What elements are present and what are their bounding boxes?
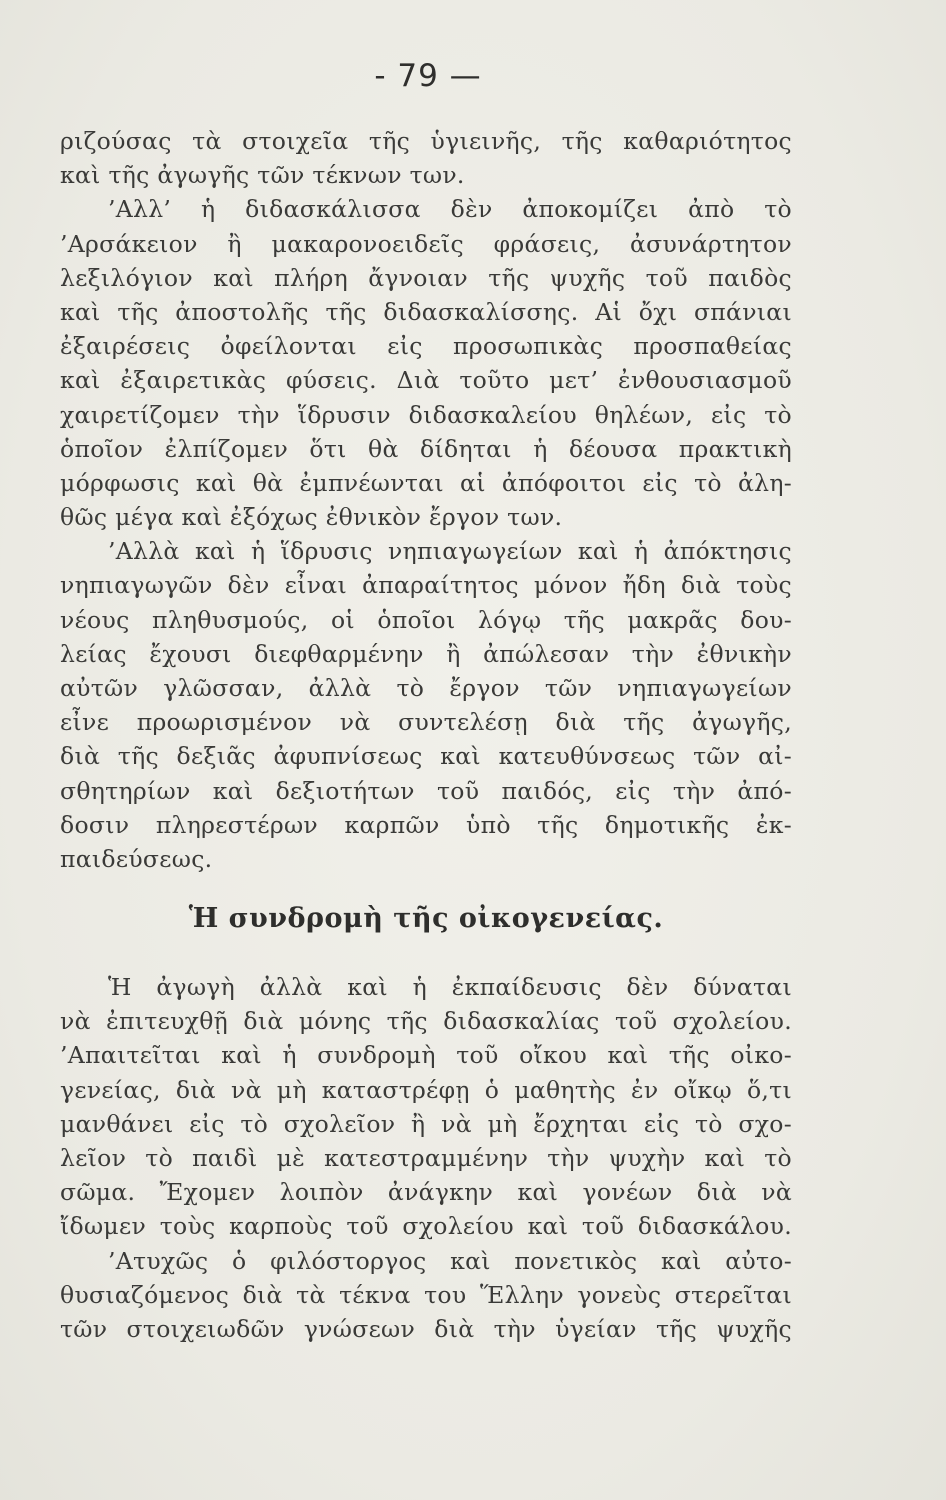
text-line: χαιρετίζομεν τὴν ἵδρυσιν διδασκαλείου θηλέων, εἰς τὸ	[60, 400, 792, 429]
text-line: σθητηρίων καὶ δεξιοτήτων τοῦ παιδός, εἰς τὴν ἀπό-	[60, 776, 792, 805]
text-line: θῶς μέγα καὶ ἐξόχως ἐθνικὸν ἔργον των.	[60, 503, 563, 532]
text-line: ’Απαιτεῖται καὶ ἡ συνδρομὴ τοῦ οἴκου καὶ τῆς οἰκο-	[60, 1041, 792, 1070]
page-number: - 79 —	[374, 58, 482, 94]
text-line: ἴδωμεν τοὺς καρποὺς τοῦ σχολείου καὶ τοῦ διδασκάλου.	[60, 1212, 792, 1241]
text-line: εἶνε προωρισμένον νὰ συντελέσῃ διὰ τῆς ἀγωγῆς,	[60, 708, 792, 737]
text-line: λείας ἔχουσι διεφθαρμένην ἢ ἀπώλεσαν τὴν ἐθνικὴν	[60, 639, 792, 668]
text-line: ἐξαιρέσεις ὀφείλονται εἰς προσωπικὰς προσπαθείας	[60, 332, 792, 361]
text-line: διὰ τῆς δεξιᾶς ἀφυπνίσεως καὶ κατευθύνσεως τῶν αἰ-	[60, 742, 792, 771]
text-line: παιδεύσεως.	[60, 844, 213, 873]
text-line: καὶ τῆς ἀγωγῆς τῶν τέκνων των.	[60, 161, 465, 190]
text-line: λεξιλόγιον καὶ πλήρη ἄγνοιαν τῆς ψυχῆς τοῦ παιδὸς	[60, 263, 792, 292]
section-2-text	[60, 970, 792, 1346]
section-1-text	[60, 124, 792, 876]
text-line: αὐτῶν γλῶσσαν, ἀλλὰ τὸ ἔργον τῶν νηπιαγωγείων	[60, 674, 792, 702]
text-line: καὶ τῆς ἀποστολῆς τῆς διδασκαλίσσης. Αἱ ὄχι σπάνιαι	[60, 297, 792, 326]
text-line: ’Αρσάκειον ἢ μακαρονοειδεῖς φράσεις, ἀσυνάρτητον	[60, 229, 792, 258]
text-line: δοσιν πληρεστέρων καρπῶν ὑπὸ τῆς δημοτικῆς ἐκ-	[60, 810, 792, 839]
text-line: θυσιαζόμενος διὰ τὰ τέκνα του Ἕλλην γονεὺς στερεῖται	[60, 1280, 792, 1309]
text-line: λεῖον τὸ παιδὶ μὲ κατεστραμμένην τὴν ψυχὴν καὶ τὸ	[60, 1143, 792, 1172]
text-line: ’Αλλὰ καὶ ἡ ἵδρυσις νηπιαγωγείων καὶ ἡ ἀπόκτησις	[108, 537, 792, 566]
text-line: ὁποῖον ἐλπίζομεν ὅτι θὰ δίδηται ἡ δέουσα πρακτικὴ	[60, 434, 792, 463]
text-line: ’Ατυχῶς ὁ φιλόστοργος καὶ πονετικὸς καὶ αὐτο-	[108, 1246, 792, 1275]
section-heading: Ἡ συνδρομὴ τῆς οἰκογενείας.	[188, 903, 664, 934]
text-line: μόρφωσις καὶ θὰ ἐμπνέωνται αἱ ἀπόφοιτοι εἰς τὸ ἀλη-	[60, 468, 792, 497]
text-line: νηπιαγωγῶν δὲν εἶναι ἀπαραίτητος μόνον ἤδη διὰ τοὺς	[60, 571, 792, 600]
text-line: νέους πληθυσμούς, οἱ ὁποῖοι λόγῳ τῆς μακρᾶς δου-	[60, 605, 792, 634]
text-line: μανθάνει εἰς τὸ σχολεῖον ἢ νὰ μὴ ἔρχηται εἰς τὸ σχο-	[60, 1109, 792, 1138]
text-line: ’Αλλ’ ἡ διδασκάλισσα δὲν ἀποκομίζει ἀπὸ τὸ	[108, 195, 792, 224]
text-line: καὶ ἐξαιρετικὰς φύσεις. Διὰ τοῦτο μετ’ ἐνθουσιασμοῦ	[60, 366, 792, 395]
text-line: σῶμα. Ἔχομεν λοιπὸν ἀνάγκην καὶ γονέων διὰ νὰ	[60, 1178, 792, 1207]
text-line: τῶν στοιχειωδῶν γνώσεων διὰ τὴν ὑγείαν τῆς ψυχῆς	[60, 1314, 792, 1343]
text-line: νὰ ἐπιτευχθῇ διὰ μόνης τῆς διδασκαλίας τοῦ σχολείου.	[60, 1007, 792, 1036]
text-line: Ἡ ἀγωγὴ ἀλλὰ καὶ ἡ ἐκπαίδευσις δὲν δύναται	[108, 973, 792, 1001]
text-line: ριζούσας τὰ στοιχεῖα τῆς ὑγιεινῆς, τῆς καθαριότητος	[60, 127, 792, 155]
text-line: γενείας, διὰ νὰ μὴ καταστρέφῃ ὁ μαθητὴς ἐν οἴκῳ ὅ,τι	[60, 1075, 792, 1104]
